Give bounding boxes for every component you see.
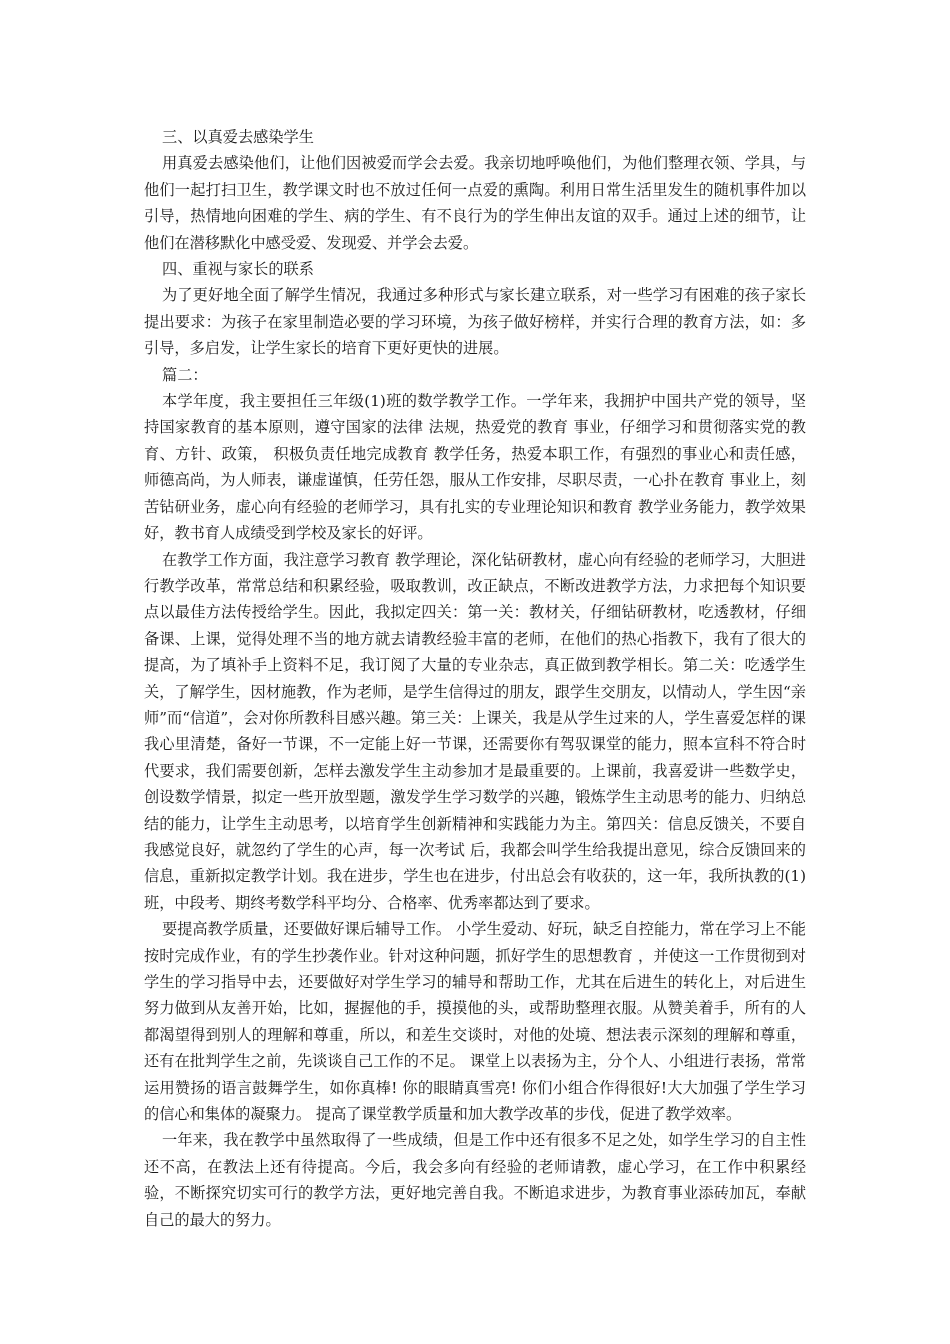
paragraph-conclusion: 一年来，我在教学中虽然取得了一些成绩，但是工作中还有很多不足之处，如学生学习的自主性还不高，在教法上还有待提高。今后，我会多向有经验的老师请教，虚心学习，在工作中积累经验，不断探究切实可行的教学方法，更好地完善自我。不断追求进步，为教育事业添砖加瓦，奉献自己的最大的努力。: [144, 1131, 806, 1229]
section-heading-love: 三、以真爱去感染学生: [162, 128, 314, 146]
paragraph-parents: 为了更好地全面了解学生情况，我通过多种形式与家长建立联系，对一些学习有困难的孩子家长提出要求：为孩子在家里制造必要的学习环境，为孩子做好榜样，并实行合理的教育方法，如：多引导，多启发，让学生家长的培育下更好更快的进展。: [144, 286, 806, 358]
paragraph-love: 用真爱去感染他们，让他们因被爱而学会去爱。我亲切地呼唤他们，为他们整理衣领、学具，与他们一起打扫卫生，教学课文时也不放过任何一点爱的熏陶。利用日常生活里发生的随机事件加以引导，热情地向困难的学生、病的学生、有不良行为的学生伸出友谊的双手。通过上述的细节，让他们在潜移默化中感受爱、发现爱、并学会去爱。: [144, 154, 806, 252]
paragraph-year-overview: 本学年度，我主要担任三年级(1)班的数学教学工作。一学年来，我拥护中国共产党的领导，坚持国家教育的基本原则，遵守国家的法律 法规，热爱党的教育 事业，仔细学习和贯彻落实党的教育、方针、政策， 积极负责任地完成教育 教学任务，热爱本职工作，有强烈的事业心和责任感，师德高尚，为人师表，谦虚谨慎，任劳任怨，服从工作安排，尽职尽责，一心扑在教育 事业上，刻苦钻研业务，虚心向有经验的老师学习，具有扎实的专业理论知识和教育 教学业务能力，教学效果好，教书育人成绩受到学校及家长的好评。: [144, 392, 806, 543]
paragraph-teaching-work: 在教学工作方面，我注意学习教育 教学理论，深化钻研教材，虚心向有经验的老师学习，大胆进行教学改革，常常总结和积累经验，吸取教训，改正缺点，不断改进教学方法，力求把每个知识要点以最佳方法传授给学生。因此，我拟定四关：第一关：教材关，仔细钻研教材，吃透教材，仔细备课、上课，觉得处理不当的地方就去请教经验丰富的老师，在他们的热心指教下，我有了很大的提高，为了填补手上资料不足，我订阅了大量的专业杂志，真正做到教学相长。第二关：吃透学生关，了解学生，因材施教，作为老师，是学生信得过的朋友，跟学生交朋友，以情动人，学生因“亲师”而“信道”，会对你所教科目感兴趣。第三关：上课关，我是从学生过来的人，学生喜爱怎样的课我心里清楚，备好一节课，不一定能上好一节课，还需要你有驾驭课堂的能力，照本宣科不符合时代要求，我们需要创新，怎样去激发学生主动参加才是最重要的。上课前，我喜爱讲一些数学史，创设数学情景，拟定一些开放型题，激发学生学习数学的兴趣，锻炼学生主动思考的能力、归纳总结的能力，让学生主动思考，以培育学生创新精神和实践能力为主。第四关：信息反馈关，不要自我感觉良好，就忽约了学生的心声，每一次考试 后，我都会叫学生给我提出意见，综合反馈回来的信息，重新拟定教学计划。我在进步，学生也在进步，付出总会有收获的，这一年，我所执教的(1)班，中段考、期终考数学科平均分、合格率、优秀率都达到了要求。: [144, 550, 806, 912]
section-heading-parents: 四、重视与家长的联系: [162, 260, 314, 279]
section-heading-part-two: 篇二：: [162, 365, 208, 384]
document-page: [144, 124, 806, 1233]
paragraph-tutoring: 要提高教学质量，还要做好课后辅导工作。 小学生爱动、好玩，缺乏自控能力，常在学习上不能按时完成作业，有的学生抄袭作业。针对这种问题，抓好学生的思想教育 ，并使这一工作贯彻到对学生的学习指导中去，还要做好对学生学习的辅导和帮助工作，尤其在后进生的转化上，对后进生努力做到从友善开始，比如，握握他的手，摸摸他的头，或帮助整理衣服。从赞美着手，所有的人都渴望得到别人的理解和尊重，所以，和差生交谈时，对他的处境、想法表示深刻的理解和尊重，还有在批判学生之前，先谈谈自己工作的不足。 课堂上以表扬为主，分个人、小组进行表扬，常常运用赞扬的语言鼓舞学生，如你真棒! 你的眼睛真雪亮! 你们小组合作得很好!大大加强了学生学习的信心和集体的凝聚力。 提高了课堂教学质量和加大教学改革的步伐，促进了教学效率。: [144, 920, 806, 1124]
